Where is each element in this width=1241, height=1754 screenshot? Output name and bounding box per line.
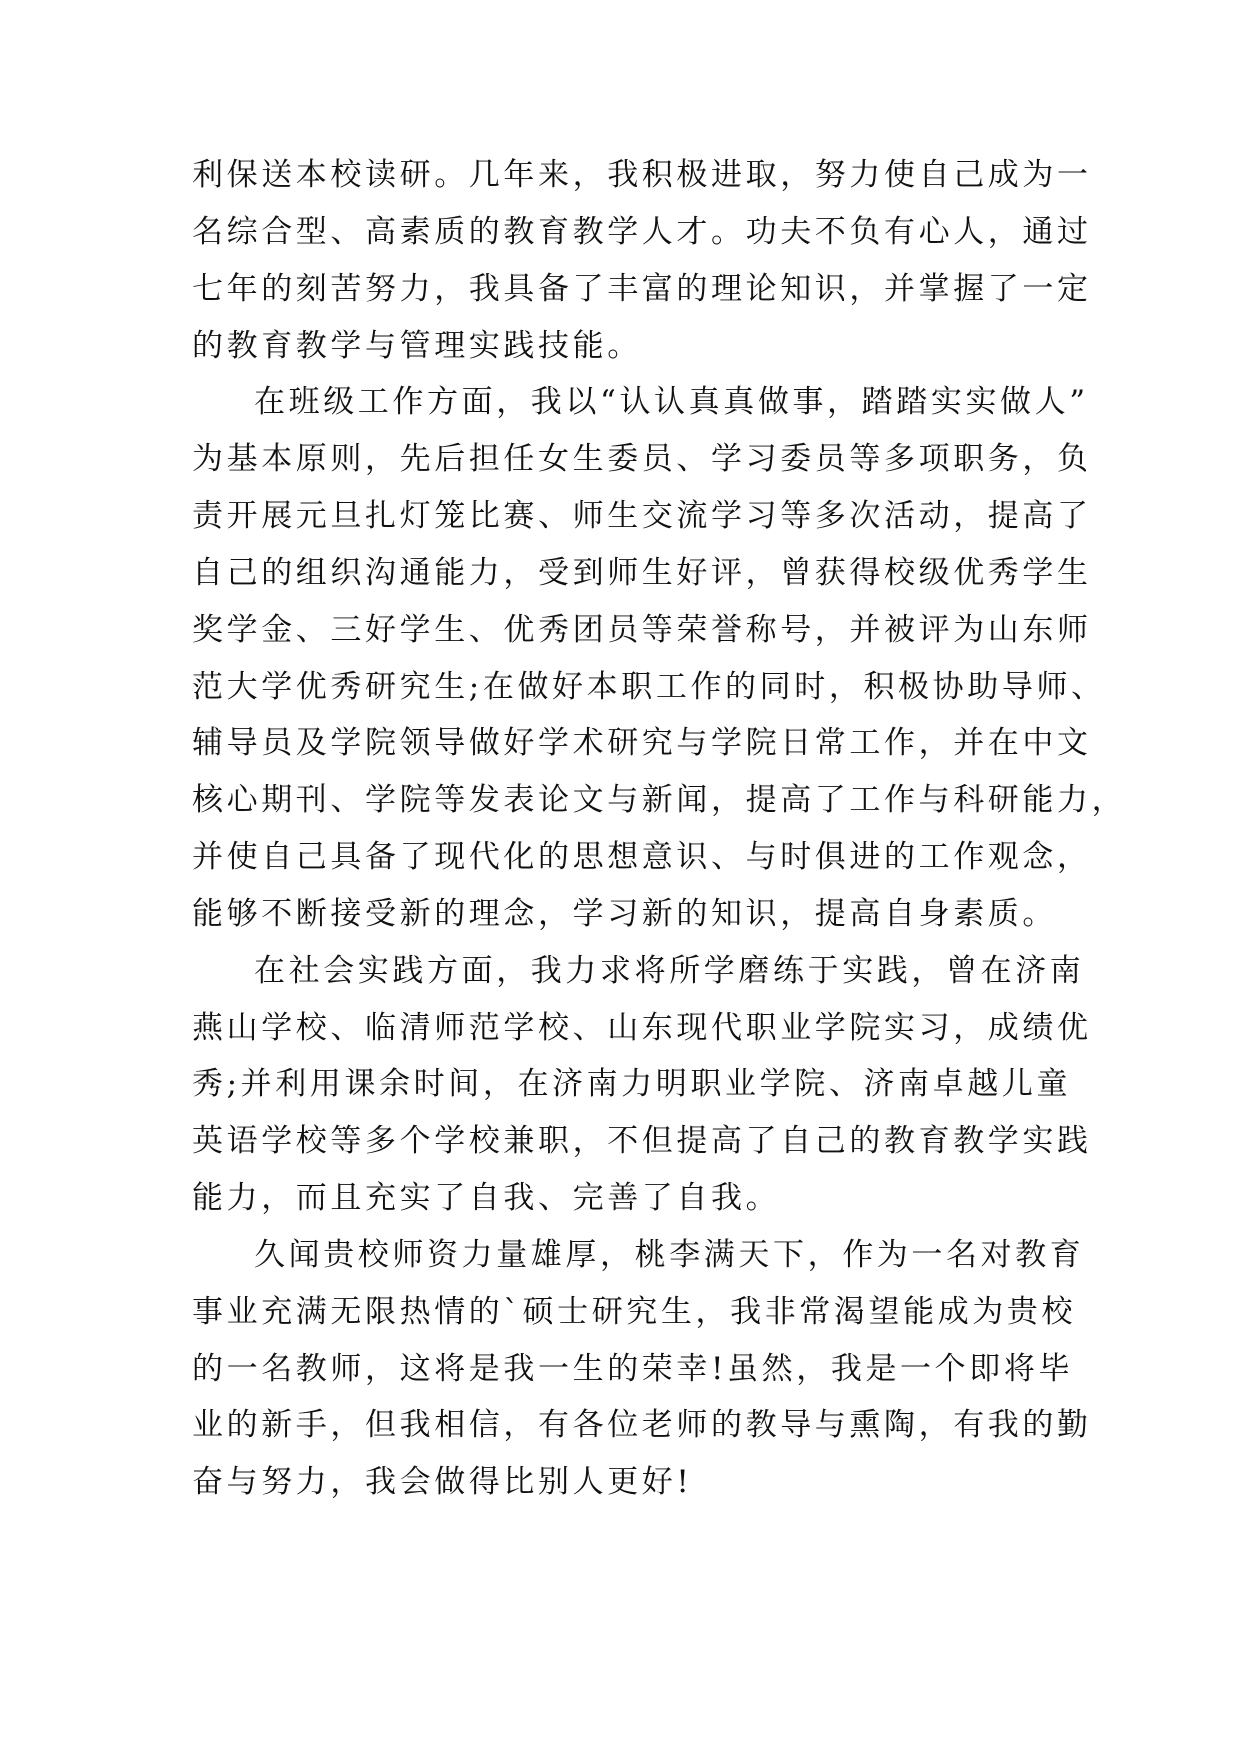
text-line: 奖学金、三好学生、优秀团员等荣誉称号，并被评为山东师 — [192, 612, 1092, 648]
text-line: 能够不断接受新的理念，学习新的知识，提高自身素质。 — [192, 896, 1057, 932]
text-line: 为基本原则，先后担任女生委员、学习委员等多项职务，负 — [192, 441, 1092, 477]
paragraph-start-line: 在班级工作方面，我以“认认真真做事，踏踏实实做人” — [254, 384, 1089, 420]
text-line: 核心期刊、学院等发表论文与新闻，提高了工作与科研能力， — [192, 782, 1127, 818]
text-line: 秀;并利用课余时间，在济南力明职业学院、济南卓越儿童 — [192, 1066, 1072, 1102]
text-line: 英语学校等多个学校兼职，不但提高了自己的教育教学实践 — [192, 1123, 1092, 1159]
text-line: 业的新手，但我相信，有各位老师的教导与熏陶，有我的勤 — [192, 1407, 1092, 1443]
text-line: 利保送本校读研。几年来，我积极进取，努力使自己成为一 — [192, 157, 1092, 193]
text-line: 并使自己具备了现代化的思想意识、与时俱进的工作观念， — [192, 839, 1092, 875]
text-line: 七年的刻苦努力，我具备了丰富的理论知识，并掌握了一定 — [192, 271, 1092, 307]
text-line: 的一名教师，这将是我一生的荣幸!虽然，我是一个即将毕 — [192, 1351, 1074, 1387]
paragraph-start-line: 在社会实践方面，我力求将所学磨练于实践，曾在济南 — [254, 953, 1085, 989]
paragraph-start-line: 久闻贵校师资力量雄厚，桃李满天下，作为一名对教育 — [254, 1237, 1085, 1273]
text-line: 燕山学校、临清师范学校、山东现代职业学院实习，成绩优 — [192, 1010, 1092, 1046]
text-line: 名综合型、高素质的教育教学人才。功夫不负有心人，通过 — [192, 214, 1092, 250]
text-line: 辅导员及学院领导做好学术研究与学院日常工作，并在中文 — [192, 725, 1092, 761]
text-line: 能力，而且充实了自我、完善了自我。 — [192, 1180, 781, 1216]
text-line: 自己的组织沟通能力，受到师生好评，曾获得校级优秀学生 — [192, 555, 1092, 591]
text-line: 的教育教学与管理实践技能。 — [192, 328, 642, 364]
text-line: 范大学优秀研究生;在做好本职工作的同时，积极协助导师、 — [192, 669, 1106, 705]
text-line: 奋与努力，我会做得比别人更好! — [192, 1464, 693, 1500]
text-line: 事业充满无限热情的`硕士研究生，我非常渴望能成为贵校 — [192, 1294, 1077, 1330]
text-line: 责开展元旦扎灯笼比赛、师生交流学习等多次活动，提高了 — [192, 498, 1092, 534]
